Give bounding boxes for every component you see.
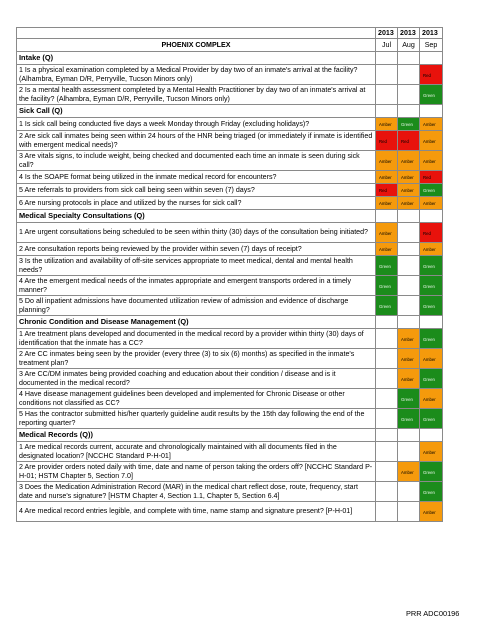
status-label: Green — [423, 489, 435, 495]
question-text: 1 Is a physical examination completed by a Medical Provider by day two of an inmate's arrival at the facility? (Alhambra, Eyman D/R, Perryville, Tucson Minors only) — [17, 65, 376, 85]
question-row — [17, 85, 443, 105]
section-blank-cell — [376, 52, 398, 65]
section-row — [17, 316, 443, 329]
status-cell-aug — [398, 389, 420, 409]
status-cell-aug — [398, 349, 420, 369]
compliance-report — [16, 27, 443, 522]
status-cell-sep — [420, 243, 443, 256]
status-label: Green — [379, 283, 391, 289]
status-cell-jul — [376, 171, 398, 184]
question-row — [17, 276, 443, 296]
section-blank-cell — [376, 429, 398, 442]
status-label — [378, 471, 395, 472]
status-label: Amber — [423, 356, 436, 362]
status-label: Green — [423, 376, 435, 382]
status-cell-aug — [398, 171, 420, 184]
question-text: 5 Do all inpatient admissions have documented utilization review of admission and evidence of discharge planning? — [17, 296, 376, 316]
status-cell-aug — [398, 65, 420, 85]
status-label — [400, 285, 417, 286]
status-label — [378, 491, 395, 492]
status-cell-sep — [420, 349, 443, 369]
question-row — [17, 243, 443, 256]
question-text: 6 Are nursing protocols in place and utilized by the nurses for sick call? — [17, 197, 376, 210]
section-blank-cell — [420, 429, 443, 442]
status-cell-sep — [420, 502, 443, 522]
year-label-jul: 2013 — [376, 28, 398, 39]
question-row — [17, 349, 443, 369]
question-row — [17, 151, 443, 171]
status-cell-sep — [420, 329, 443, 349]
status-cell-aug — [398, 85, 420, 105]
status-cell-sep — [420, 118, 443, 131]
status-cell-sep — [420, 151, 443, 171]
question-row — [17, 65, 443, 85]
section-row — [17, 210, 443, 223]
status-cell-sep — [420, 389, 443, 409]
status-label: Green — [423, 188, 435, 193]
status-cell-sep — [420, 171, 443, 184]
status-label — [378, 451, 395, 452]
question-text: 1 Are medical records current, accurate and chronologically maintained with all documents filed in the designated location? [NCCHC Standard P-H-01] — [17, 442, 376, 462]
question-text: 4 Have disease management guidelines been developed and implemented for Chronic Disease or other conditions not classified as CC? — [17, 389, 376, 409]
status-cell-jul — [376, 276, 398, 296]
compliance-table-body — [17, 28, 443, 522]
section-blank-cell — [398, 316, 420, 329]
section-blank-cell — [420, 316, 443, 329]
status-cell-jul — [376, 118, 398, 131]
question-text: 1 Are urgent consultations being scheduled to be seen within thirty (30) days of the consultation being initiated? — [17, 223, 376, 243]
section-blank-cell — [376, 105, 398, 118]
status-cell-jul — [376, 65, 398, 85]
status-cell-aug — [398, 502, 420, 522]
status-label — [378, 418, 395, 419]
question-row — [17, 442, 443, 462]
status-label — [400, 265, 417, 266]
section-blank-cell — [376, 316, 398, 329]
status-cell-jul — [376, 151, 398, 171]
question-row — [17, 184, 443, 197]
status-label: Green — [401, 416, 413, 422]
status-label: Amber — [401, 469, 414, 475]
question-row — [17, 131, 443, 151]
status-cell-jul — [376, 502, 398, 522]
status-cell-sep — [420, 296, 443, 316]
question-text: 2 Are CC inmates being seen by the provider (every three (3) to six (6) months) as specified in the inmate's treatment plan? — [17, 349, 376, 369]
status-cell-jul — [376, 329, 398, 349]
section-blank-cell — [420, 52, 443, 65]
status-label: Amber — [423, 201, 436, 206]
status-label: Red — [379, 188, 387, 193]
section-title: Sick Call (Q) — [17, 105, 376, 118]
status-label — [400, 491, 417, 492]
status-label: Green — [423, 336, 435, 342]
status-cell-jul — [376, 131, 398, 151]
section-title: Medical Specialty Consultations (Q) — [17, 210, 376, 223]
status-label: Amber — [379, 247, 392, 252]
status-label — [378, 398, 395, 399]
question-text: 3 Are CC/DM inmates being provided coaching and education about their condition / disease and is it documented in the medical record? — [17, 369, 376, 389]
status-label — [378, 358, 395, 359]
status-cell-aug — [398, 151, 420, 171]
status-label — [378, 378, 395, 379]
question-text: 2 Are consultation reports being reviewed by the provider within seven (7) days of receipt? — [17, 243, 376, 256]
status-cell-sep — [420, 197, 443, 210]
section-row — [17, 105, 443, 118]
status-cell-sep — [420, 409, 443, 429]
status-cell-sep — [420, 442, 443, 462]
status-label — [378, 94, 395, 95]
question-row — [17, 296, 443, 316]
section-blank-cell — [398, 105, 420, 118]
status-label: Amber — [423, 122, 436, 127]
question-text: 5 Are referrals to providers from sick call being seen within seven (7) days? — [17, 184, 376, 197]
status-cell-aug — [398, 276, 420, 296]
status-label: Amber — [401, 175, 414, 180]
status-label — [378, 74, 395, 75]
section-blank-cell — [420, 105, 443, 118]
status-label: Amber — [401, 158, 414, 164]
question-text: 2 Are provider orders noted daily with time, date and name of person taking the orders off? [NCCHC Standard P-H-01; HSTM Chapter 5, Section 7.0] — [17, 462, 376, 482]
status-label: Green — [423, 92, 435, 98]
year-row — [17, 28, 443, 39]
status-label: Green — [379, 263, 391, 269]
status-label: Amber — [423, 158, 436, 164]
status-label: Amber — [423, 396, 436, 402]
status-cell-sep — [420, 131, 443, 151]
question-row — [17, 389, 443, 409]
status-label: Amber — [401, 376, 414, 382]
question-text: 1 Are treatment plans developed and documented in the medical record by a provider within thirty (30) days of identification that the inmate has a CC? — [17, 329, 376, 349]
section-row — [17, 52, 443, 65]
status-cell-jul — [376, 85, 398, 105]
status-label — [400, 232, 417, 233]
status-cell-sep — [420, 276, 443, 296]
question-row — [17, 482, 443, 502]
year-label-sep: 2013 — [420, 28, 443, 39]
status-cell-sep — [420, 223, 443, 243]
status-label: Red — [401, 138, 409, 144]
document-id: PRR ADC00196 — [406, 609, 460, 618]
status-cell-sep — [420, 65, 443, 85]
question-text: 3 Is the utilization and availability of off-site services appropriate to meet medical, dental and mental health needs? — [17, 256, 376, 276]
section-title: Chronic Condition and Disease Management (Q) — [17, 316, 376, 329]
status-label: Amber — [379, 175, 392, 180]
question-row — [17, 118, 443, 131]
section-title: Medical Records (Q)) — [17, 429, 376, 442]
year-label-aug: 2013 — [398, 28, 420, 39]
status-label: Amber — [401, 201, 414, 206]
question-row — [17, 329, 443, 349]
status-cell-jul — [376, 442, 398, 462]
question-row — [17, 223, 443, 243]
status-cell-sep — [420, 184, 443, 197]
status-cell-jul — [376, 256, 398, 276]
status-label — [400, 305, 417, 306]
status-cell-jul — [376, 389, 398, 409]
status-label: Green — [423, 416, 435, 422]
status-label — [378, 511, 395, 512]
status-cell-aug — [398, 131, 420, 151]
question-row — [17, 256, 443, 276]
month-row — [17, 39, 443, 52]
status-label — [400, 74, 417, 75]
status-cell-sep — [420, 482, 443, 502]
status-cell-aug — [398, 409, 420, 429]
question-text: 3 Does the Medication Administration Record (MAR) in the medical chart reflect dose, route, frequency, start date and nurse's signature? [HSTM Chapter 4, Section 1.1, Chapter 5, Section 6.4] — [17, 482, 376, 502]
question-text: 1 Is sick call being conducted five days a week Monday through Friday (excluding holidays)? — [17, 118, 376, 131]
status-label: Amber — [423, 509, 436, 515]
question-row — [17, 171, 443, 184]
compliance-table — [16, 27, 443, 522]
question-text: 4 Is the SOAPE format being utilized in the inmate medical record for encounters? — [17, 171, 376, 184]
status-cell-aug — [398, 296, 420, 316]
question-text: 5 Has the contractor submitted his/her quarterly guideline audit results by the 15th day following the end of the reporting quarter? — [17, 409, 376, 429]
status-cell-aug — [398, 442, 420, 462]
question-row — [17, 369, 443, 389]
status-label — [400, 249, 417, 250]
status-label: Red — [423, 230, 431, 236]
status-cell-aug — [398, 223, 420, 243]
section-blank-cell — [420, 210, 443, 223]
question-text: 2 Is a mental health assessment completed by a Mental Health Practitioner by day two of an inmate's arrival at the facility? (Alhambra, Eyman D/R, Perryville, Tucson Minors only) — [17, 85, 376, 105]
section-row — [17, 429, 443, 442]
question-row — [17, 502, 443, 522]
section-title: Intake (Q) — [17, 52, 376, 65]
status-label: Amber — [401, 336, 414, 342]
report-title: PHOENIX COMPLEX — [17, 39, 376, 52]
section-blank-cell — [398, 52, 420, 65]
status-label — [400, 451, 417, 452]
question-row — [17, 462, 443, 482]
question-text: 2 Are sick call inmates being seen within 24 hours of the HNR being triaged (or immediately if inmate is identified with emergent medical needs)? — [17, 131, 376, 151]
status-cell-jul — [376, 243, 398, 256]
status-label — [400, 511, 417, 512]
section-blank-cell — [376, 210, 398, 223]
year-row-blank — [17, 28, 376, 39]
status-label: Green — [423, 283, 435, 289]
status-cell-jul — [376, 349, 398, 369]
status-cell-sep — [420, 369, 443, 389]
status-label: Red — [423, 175, 431, 180]
status-cell-jul — [376, 482, 398, 502]
status-label — [378, 338, 395, 339]
status-cell-aug — [398, 329, 420, 349]
status-label: Green — [423, 263, 435, 269]
status-cell-jul — [376, 369, 398, 389]
question-text: 4 Are medical record entries legible, and complete with time, name stamp and signature present? [P-H-01] — [17, 502, 376, 522]
question-row — [17, 197, 443, 210]
status-cell-jul — [376, 223, 398, 243]
status-cell-sep — [420, 85, 443, 105]
status-cell-sep — [420, 256, 443, 276]
status-cell-jul — [376, 296, 398, 316]
status-cell-aug — [398, 482, 420, 502]
status-cell-aug — [398, 243, 420, 256]
month-sep: Sep — [420, 39, 443, 52]
status-label: Amber — [401, 356, 414, 362]
question-text: 3 Are vitals signs, to include weight, being checked and documented each time an inmate is seen during sick call? — [17, 151, 376, 171]
status-label: Amber — [379, 122, 392, 127]
status-cell-jul — [376, 197, 398, 210]
status-cell-aug — [398, 197, 420, 210]
status-label: Green — [423, 469, 435, 475]
status-label: Green — [379, 303, 391, 309]
status-label: Amber — [379, 201, 392, 206]
month-aug: Aug — [398, 39, 420, 52]
status-label: Amber — [379, 230, 392, 236]
status-label: Amber — [423, 138, 436, 144]
status-cell-jul — [376, 409, 398, 429]
status-cell-jul — [376, 462, 398, 482]
status-label: Green — [423, 303, 435, 309]
status-cell-sep — [420, 462, 443, 482]
status-cell-aug — [398, 184, 420, 197]
question-text: 4 Are the emergent medical needs of the inmates appropriate and emergent transports ordered in a timely manner? — [17, 276, 376, 296]
status-label: Red — [423, 72, 431, 78]
status-cell-aug — [398, 462, 420, 482]
status-cell-aug — [398, 369, 420, 389]
status-label: Green — [401, 396, 413, 402]
status-cell-aug — [398, 256, 420, 276]
section-blank-cell — [398, 210, 420, 223]
status-label: Amber — [401, 188, 414, 193]
status-label: Amber — [423, 247, 436, 252]
month-jul: Jul — [376, 39, 398, 52]
status-label — [400, 94, 417, 95]
status-cell-aug — [398, 118, 420, 131]
status-label: Amber — [423, 449, 436, 455]
status-label: Red — [379, 138, 387, 144]
status-label: Green — [401, 122, 413, 127]
question-row — [17, 409, 443, 429]
status-label: Amber — [379, 158, 392, 164]
section-blank-cell — [398, 429, 420, 442]
status-cell-jul — [376, 184, 398, 197]
